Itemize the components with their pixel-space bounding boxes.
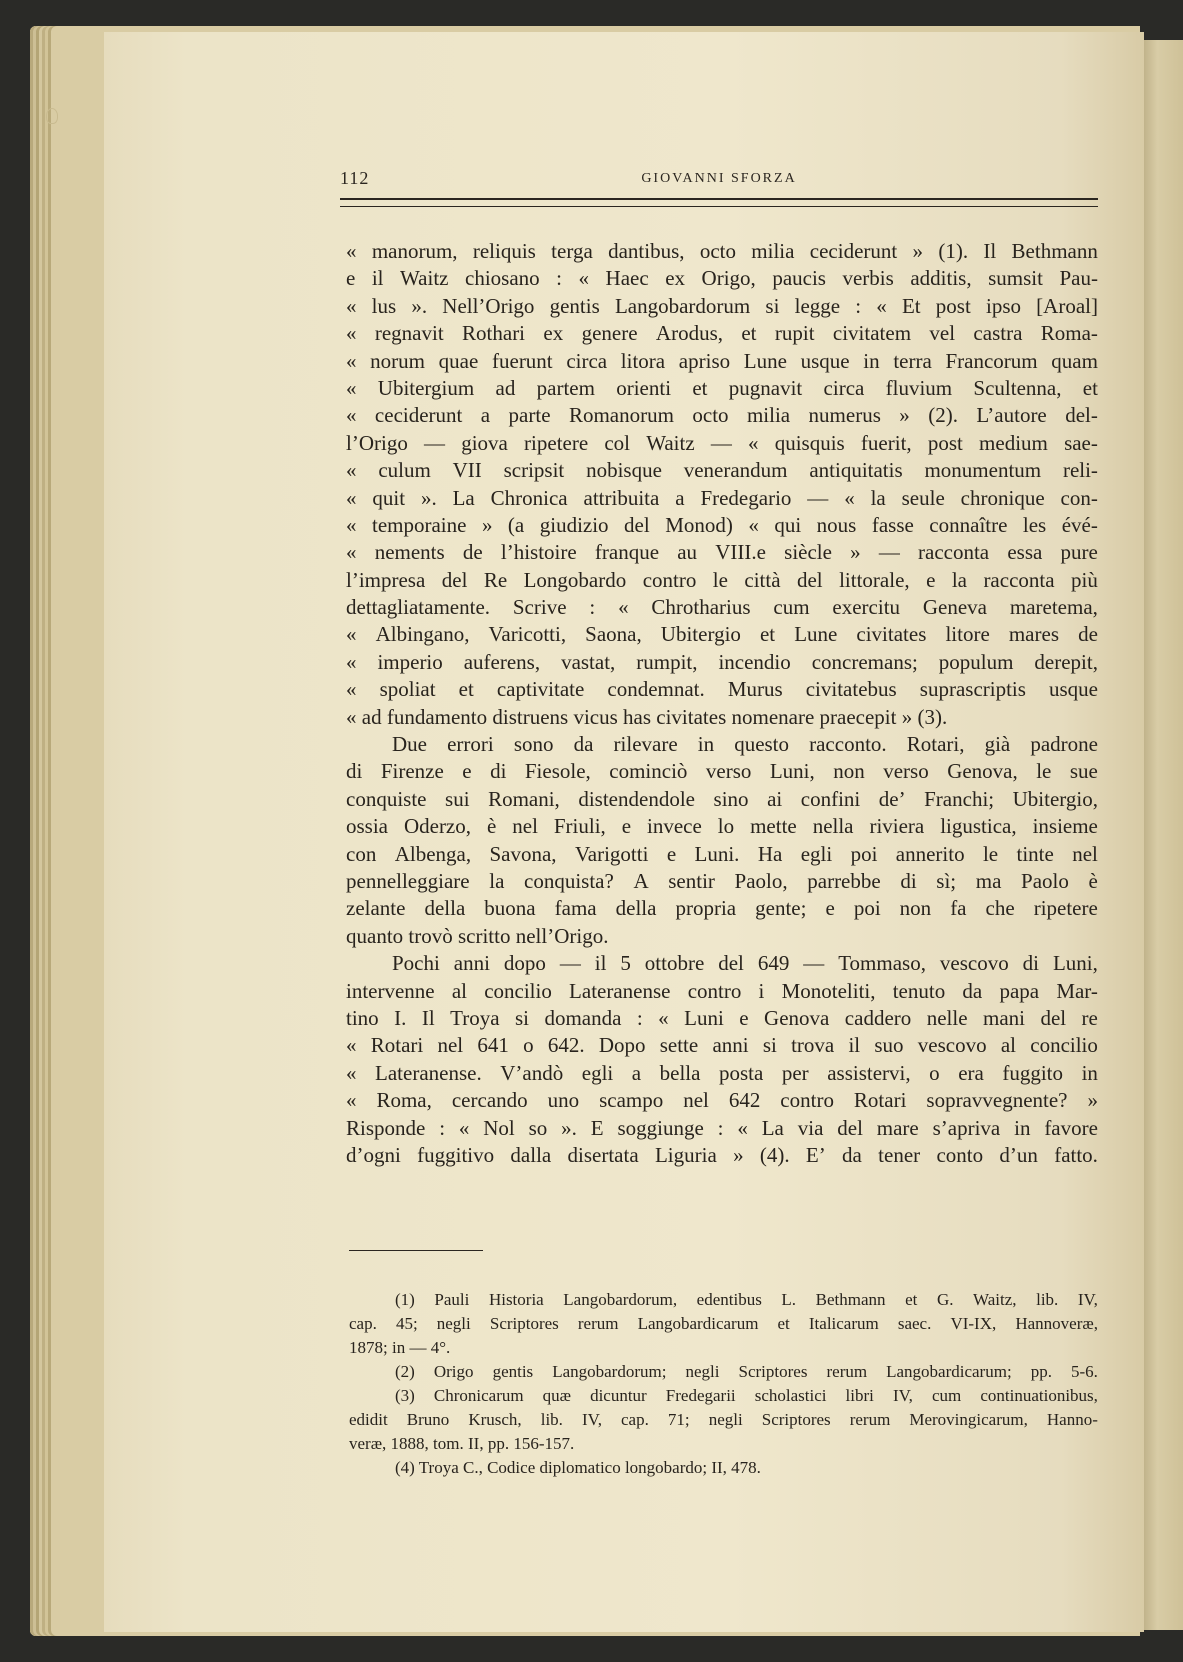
text-line: « Lateranense. V’andò egli a bella posta per assistervi, o era fuggito in	[346, 1060, 1098, 1085]
text-line: « norum quae fuerunt circa litora apriso Lune usque in terra Francorum quam	[346, 348, 1098, 373]
facing-page-edge	[1140, 40, 1183, 1630]
header-rule-thin	[340, 206, 1098, 207]
text-line: e il Waitz chiosano : « Haec ex Origo, paucis verbis additis, sumsit Pau-	[346, 266, 1098, 291]
text-line: « Roma, cercando uno scampo nel 642 contro Rotari sopravvegnente? »	[346, 1088, 1098, 1113]
text-line: l’impresa del Re Longobardo contro le città del littorale, e la racconta più	[346, 567, 1098, 592]
text-line: « imperio auferens, vastat, rumpit, incendio concremans; populum derepit,	[346, 649, 1098, 674]
text-line: « temporaine » (a giudizio del Monod) « qui nous fasse connaître les évé-	[346, 512, 1098, 537]
text-line: « Ubitergium ad partem orienti et pugnavit circa fluvium Scultenna, et	[346, 375, 1098, 400]
text-line: « spoliat et captivitate condemnat. Murus civitatebus suprascriptis usque	[346, 677, 1098, 702]
footnotes	[349, 1288, 1098, 1480]
footnote-line: edidit Bruno Krusch, lib. IV, cap. 71; negli Scriptores rerum Merovingicarum, Hanno-	[349, 1410, 1098, 1429]
text-line: d’ogni fuggitivo dalla disertata Liguria » (4). E’ da tener conto d’un fatto.	[346, 1142, 1098, 1167]
footnote-line: (1) Pauli Historia Langobardorum, edentibus L. Bethmann et G. Waitz, lib. IV,	[395, 1290, 1098, 1309]
footnote-line: (2) Origo gentis Langobardorum; negli Scriptores rerum Langobardicarum; pp. 5-6.	[395, 1362, 1098, 1381]
text-line: intervenne al concilio Lateranense contro i Monoteliti, tenuto da papa Mar-	[346, 978, 1098, 1003]
page-header	[340, 168, 1098, 192]
page-number: 112	[340, 168, 370, 188]
text-line: l’Origo — giova ripetere col Waitz — « quisquis fuerit, post medium sae-	[346, 430, 1098, 455]
text-line: « regnavit Rothari ex genere Arodus, et rupit civitatem vel castra Roma-	[346, 321, 1098, 346]
paper-blemish	[46, 108, 58, 124]
footnote-line: veræ, 1888, tom. II, pp. 156-157.	[349, 1434, 575, 1453]
text-line: zelante della buona fama della propria gente; e poi non fa che ripetere	[346, 896, 1098, 921]
body-text	[346, 238, 1098, 1169]
footnote-separator	[349, 1250, 483, 1251]
header-rule-thick	[340, 198, 1098, 200]
text-line: Risponde : « Nol so ». E soggiunge : « La via del mare s’apriva in favore	[346, 1115, 1098, 1140]
footnote-line: 1878; in — 4°.	[349, 1338, 451, 1357]
text-line: « Albingano, Varicotti, Saona, Ubitergio et Lune civitates litore mares de	[346, 622, 1098, 647]
text-line: « Rotari nel 641 o 642. Dopo sette anni si trova il suo vescovo al concilio	[346, 1033, 1098, 1058]
text-line: pennelleggiare la conquista? A sentir Paolo, parrebbe di sì; ma Paolo è	[346, 868, 1098, 893]
text-line: « manorum, reliquis terga dantibus, octo milia ceciderunt » (1). Il Bethmann	[346, 239, 1098, 263]
text-line: « ceciderunt a parte Romanorum octo milia numerus » (2). L’autore del-	[346, 403, 1098, 428]
text-line: quanto trovò scritto nell’Origo.	[346, 923, 609, 948]
text-line: di Firenze e di Fiesole, cominciò verso Luni, non verso Genova, le sue	[346, 759, 1098, 784]
text-line: « lus ». Nell’Origo gentis Langobardorum si legge : « Et post ipso [Aroal]	[346, 293, 1098, 318]
footnote-line: (4) Troya C., Codice diplomatico longobardo; II, 478.	[395, 1458, 761, 1477]
text-line: « culum VII scripsit nobisque venerandum antiquitatis monumentum reli-	[346, 458, 1098, 483]
text-line: « quit ». La Chronica attribuita a Fredegario — « la seule chronique con-	[346, 485, 1098, 510]
text-line: tino I. Il Troya si domanda : « Luni e Genova caddero nelle mani del re	[346, 1005, 1098, 1030]
text-line: conquiste sui Romani, distendendole sino ai confini de’ Franchi; Ubitergio,	[346, 786, 1098, 811]
text-line: con Albenga, Savona, Varigotti e Luni. Ha egli poi annerito le tinte nel	[346, 841, 1098, 866]
text-line: ossia Oderzo, è nel Friuli, e invece lo mette nella riviera ligustica, insieme	[346, 814, 1098, 839]
text-line: dettagliatamente. Scrive : « Chrotharius cum exercitu Geneva maretema,	[346, 595, 1098, 620]
footnote-line: (3) Chronicarum quæ dicuntur Fredegarii scholastici libri IV, cum continuationibus,	[395, 1386, 1098, 1405]
text-line: Pochi anni dopo — il 5 ottobre del 649 — Tommaso, vescovo di Luni,	[392, 951, 1098, 976]
running-head: GIOVANNI SFORZA	[641, 171, 797, 186]
footnote-line: cap. 45; negli Scriptores rerum Langobardicarum et Italicarum saec. VI-IX, Hannoveræ,	[349, 1314, 1098, 1333]
text-line: « ad fundamento distruens vicus has civitates nomenare praecepit » (3).	[346, 704, 948, 729]
text-line: Due errori sono da rilevare in questo racconto. Rotari, già padrone	[392, 732, 1098, 757]
text-line: « nements de l’histoire franque au VIII.e siècle » — racconta essa pure	[346, 540, 1098, 565]
